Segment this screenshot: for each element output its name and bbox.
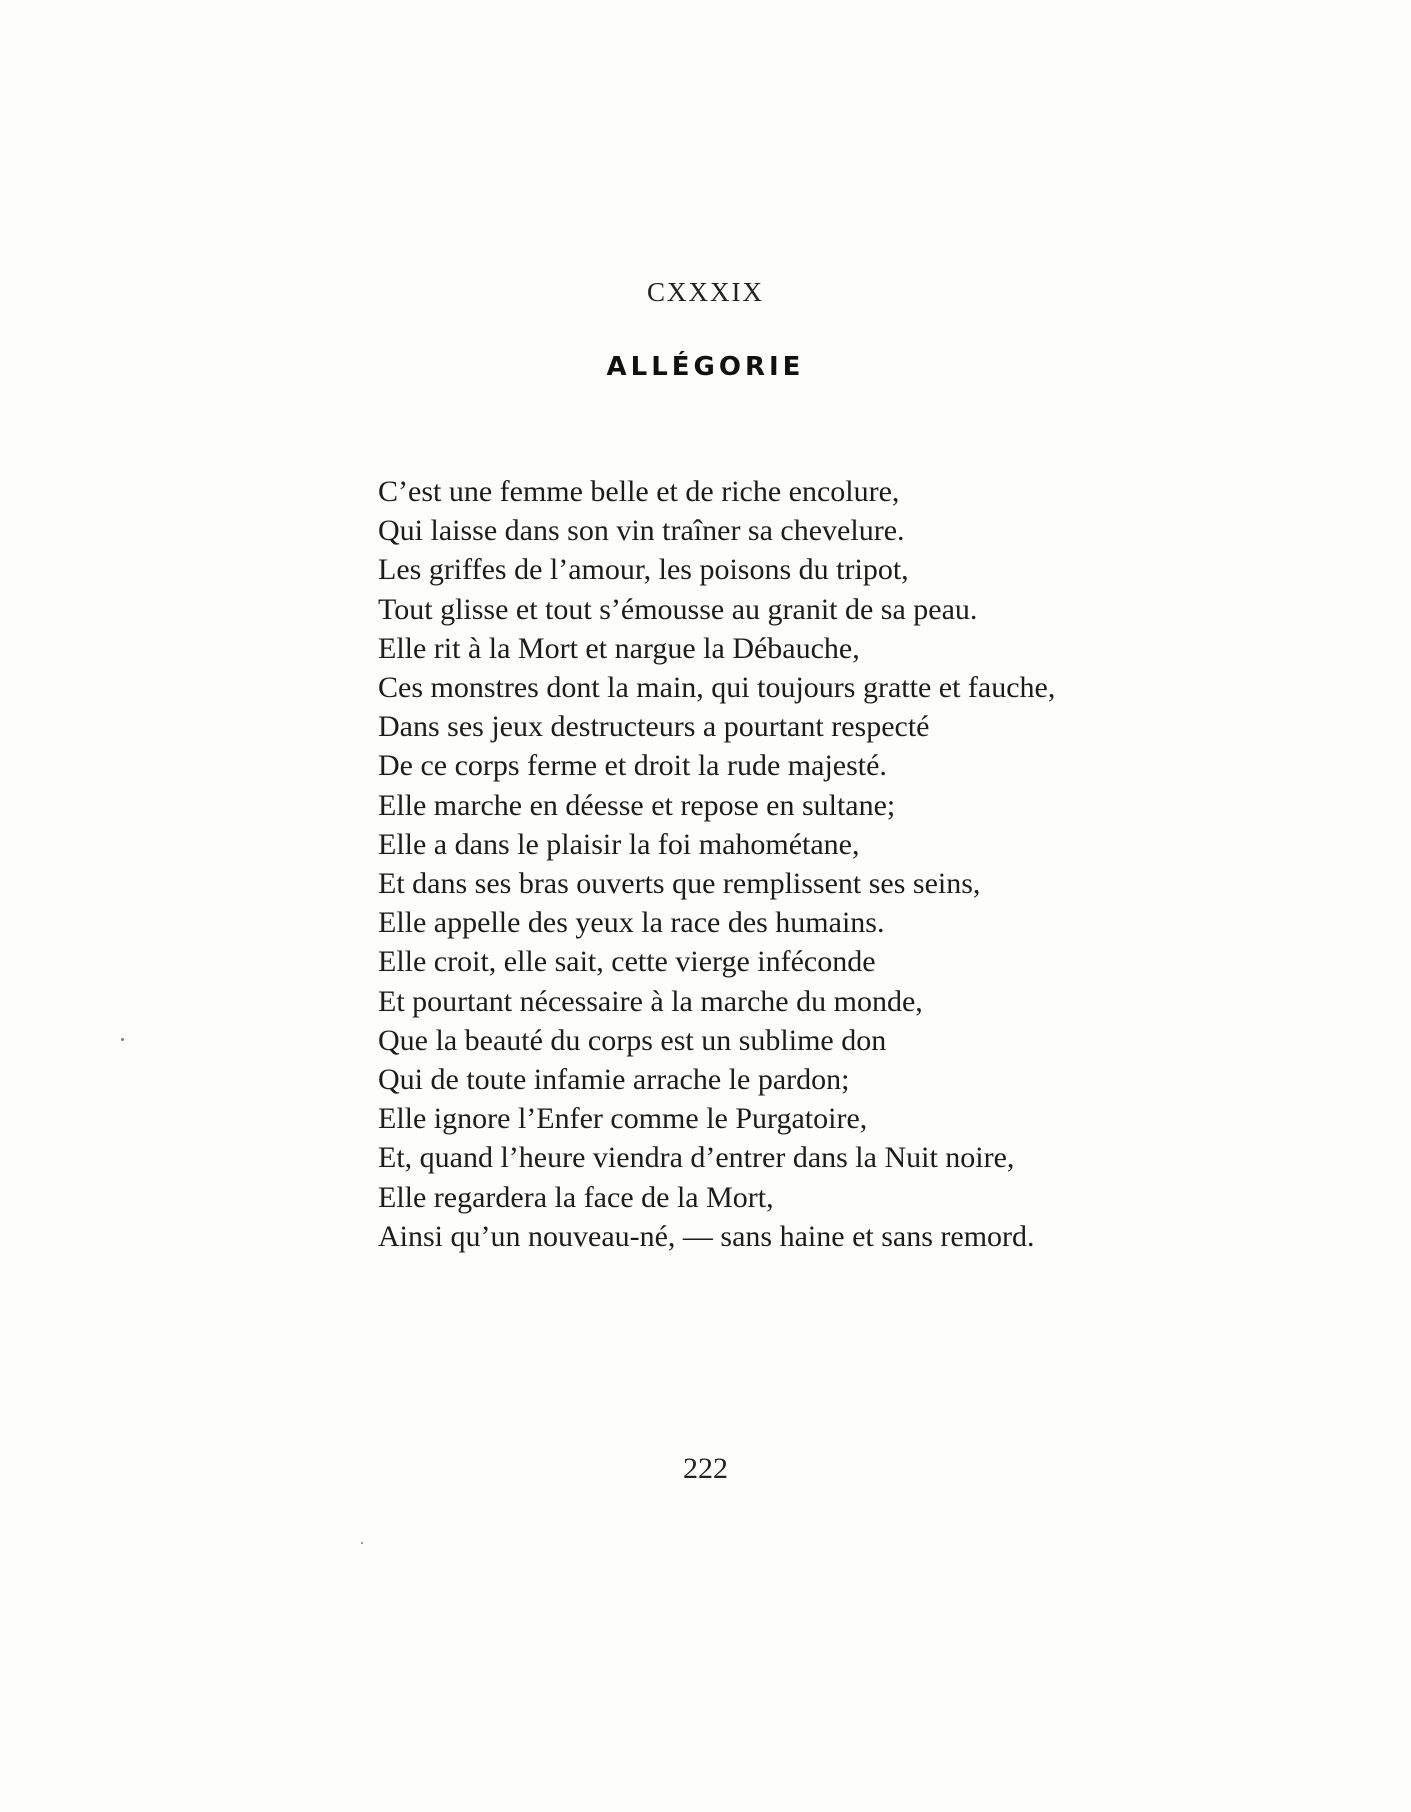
poem-line: Elle regardera la face de la Mort, — [378, 1180, 774, 1214]
poem-line: Que la beauté du corps est un sublime don — [378, 1023, 887, 1057]
poem-line: Et dans ses bras ouverts que remplissent ses seins, — [378, 867, 981, 901]
poem-line: Tout glisse et tout s’émousse au granit de sa peau. — [378, 592, 978, 626]
poem-line: Et, quand l’heure viendra d’entrer dans la Nuit noire, — [378, 1141, 1015, 1175]
poem-line: Dans ses jeux destructeurs a pourtant respecté — [378, 710, 930, 744]
poem-title: ALLÉGORIE — [606, 352, 805, 382]
poem-line: Les griffes de l’amour, les poisons du tripot, — [378, 553, 909, 587]
poem-line: Elle croit, elle sait, cette vierge inféconde — [378, 945, 876, 979]
poem-line: C’est une femme belle et de riche encolure, — [378, 475, 900, 508]
poem-line: Qui laisse dans son vin traîner sa chevelure. — [378, 514, 905, 548]
poem-line: Ces monstres dont la main, qui toujours gratte et fauche, — [378, 671, 1056, 705]
poem-line: Ainsi qu’un nouveau-né, — sans haine et sans remord. — [378, 1219, 1035, 1253]
poem-line: Elle a dans le plaisir la foi mahométane, — [378, 827, 860, 861]
poem-line: Et pourtant nécessaire à la marche du monde, — [378, 984, 923, 1018]
poem-line: Elle ignore l’Enfer comme le Purgatoire, — [378, 1102, 868, 1136]
poem-line: Elle rit à la Mort et nargue la Débauche, — [378, 631, 860, 665]
poem-line: Elle appelle des yeux la race des humains. — [378, 906, 885, 940]
paper-speck — [121, 1038, 124, 1041]
paper-speck — [361, 1542, 363, 1544]
page-number: 222 — [683, 1452, 728, 1485]
poem-line: Elle marche en déesse et repose en sultane; — [378, 788, 896, 822]
poem-line: De ce corps ferme et droit la rude majesté. — [378, 749, 887, 783]
poem-line: Qui de toute infamie arrache le pardon; — [378, 1063, 850, 1097]
poem-number: CXXXIX — [647, 277, 764, 307]
poem-body — [378, 472, 1198, 1256]
